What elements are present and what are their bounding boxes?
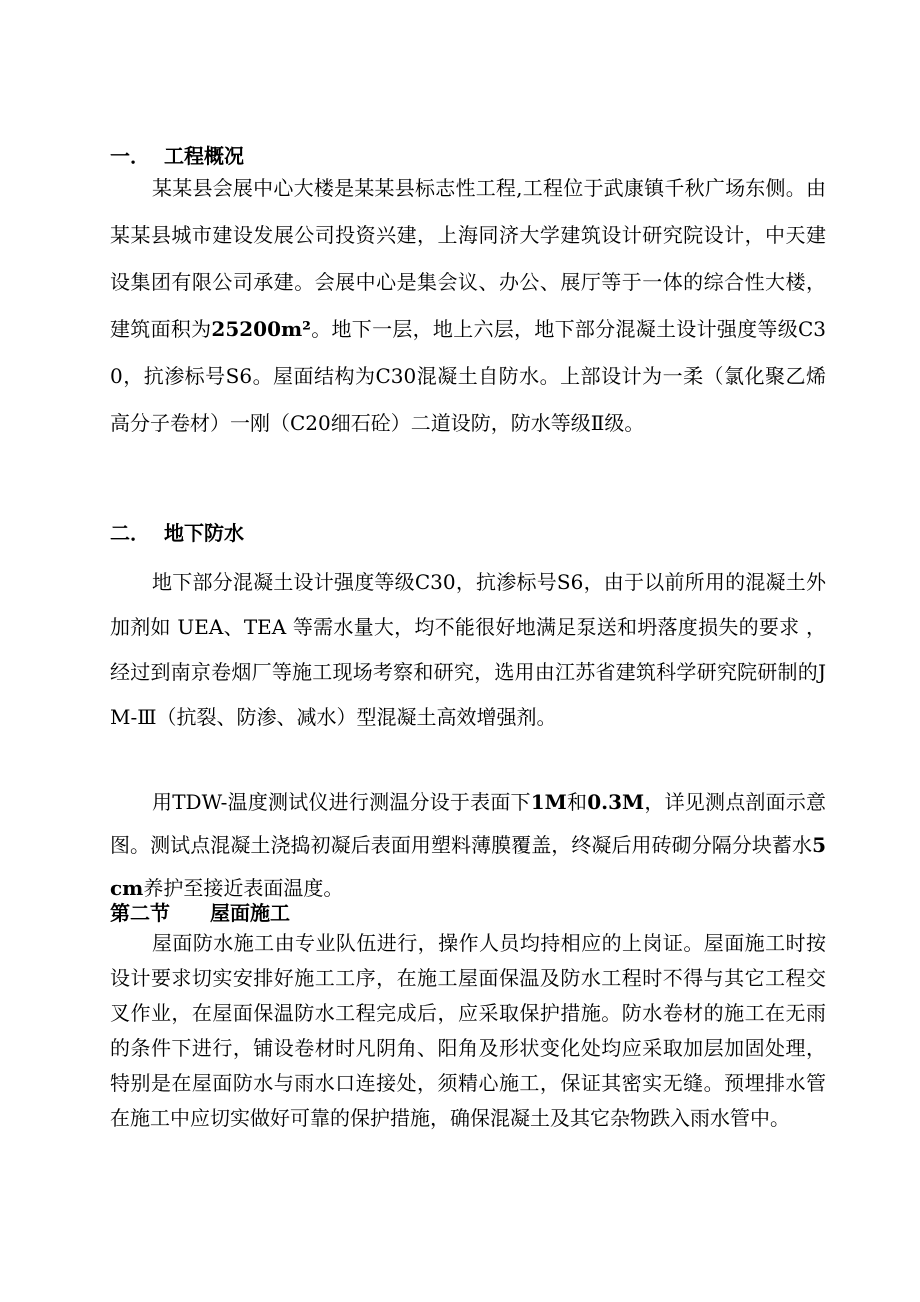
- depth-1: 1M: [530, 790, 567, 814]
- underground-paragraph-1: 地下部分混凝土设计强度等级C30，抗渗标号S6，由于以前所用的混凝土外加剂如 UEA、TEA 等需水量大，均不能很好地满足泵送和坍落度损失的要求 ，经过到南京卷烟厂等施工现场考察和研究，选用由江苏省建筑科学研究院研制的JM-Ⅲ（抗裂、防渗、减水）型混凝土高效增强剂。: [110, 570, 826, 729]
- section-number: 二．: [110, 521, 150, 545]
- section-heading-underground: [110, 517, 244, 546]
- section-number: 一．: [110, 144, 150, 168]
- water-depth: 5cm: [110, 833, 826, 900]
- section-heading-roof: [110, 897, 290, 926]
- section-title: 屋面施工: [210, 901, 290, 925]
- section-number: 第二节: [110, 901, 170, 925]
- roof-paragraph: 屋面防水施工由专业队伍进行，操作人员均持相应的上岗证。屋面施工时按设计要求切实安排好施工工序，在施工屋面保温及防水工程时不得与其它工程交叉作业，在屋面保温防水工程完成后，应采取保护措施。防水卷材的施工在无雨的条件下进行，铺设卷材时凡阴角、阳角及形状变化处均应采取加层加固处理，特别是在屋面防水与雨水口连接处，须精心施工，保证其密实无缝。预埋排水管在施工中应切实做好可靠的保护措施，确保混凝土及其它杂物跌入雨水管中。: [110, 931, 826, 1130]
- depth-2: 0.3M: [587, 790, 645, 814]
- section-title: 地下防水: [164, 521, 244, 545]
- section-title: 工程概况: [164, 144, 244, 168]
- underground-paragraph-2: 用TDW-温度测试仪进行测温分设于表面下1M和0.3M，详见测点剖面示意图。测试点混凝土浇捣初凝后表面用塑料薄膜覆盖，终凝后用砖砌分隔分块蓄水5cm养护至接近表面温度。: [110, 790, 827, 900]
- overview-paragraph: 某某县会展中心大楼是某某县标志性工程,工程位于武康镇千秋广场东侧。由某某县城市建设发展公司投资兴建，上海同济大学建筑设计研究院设计，中天建设集团有限公司承建。会展中心是集会议、办公、展厅等于一体的综合性大楼，建筑面积为25200m²。地下一层，地上六层，地下部分混凝土设计强度等级C30，抗渗标号S6。屋面结构为C30混凝土自防水。上部设计为一柔（氯化聚乙烯高分子卷材）一刚（C20细石砼）二道设防，防水等级Ⅱ级。: [110, 176, 827, 435]
- building-area: 25200m²: [211, 317, 311, 341]
